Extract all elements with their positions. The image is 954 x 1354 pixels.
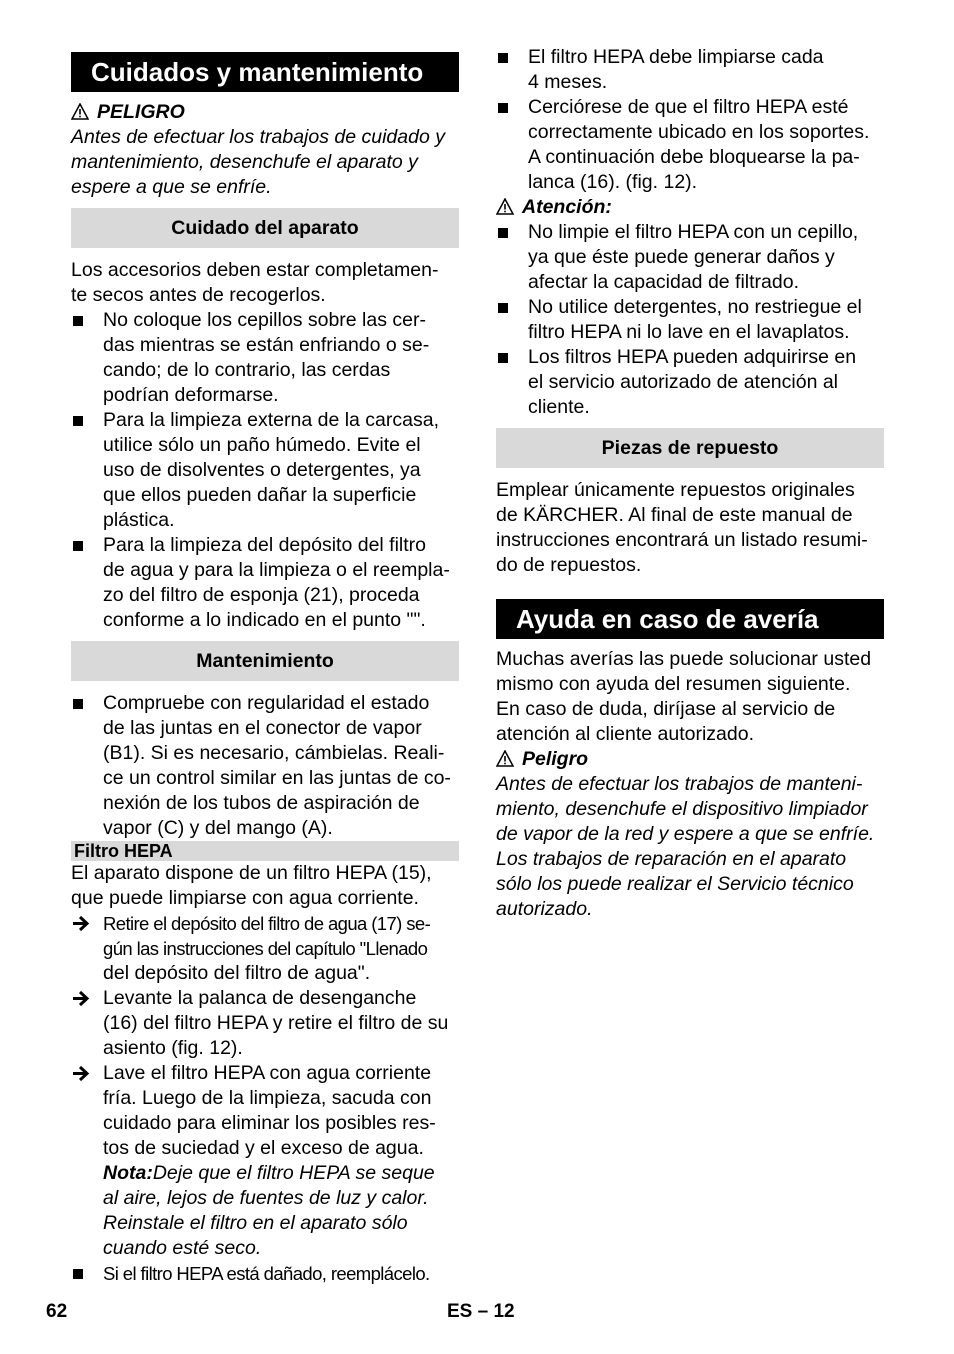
arrow-right-icon bbox=[71, 986, 93, 1011]
list-item: Cerciórese de que el filtro HEPA esté correctamente ubicado en los soportes. A continuación debe bloquearse la pa- lanca (16). (fig. 12). bbox=[496, 95, 884, 195]
square-bullet-icon bbox=[498, 228, 508, 238]
danger-label: Peligro bbox=[522, 748, 589, 770]
step-item: Lave el filtro HEPA con agua corriente fría. Luego de la limpieza, sacuda con cuidado para eliminar los posibles res- tos de suciedad y el exceso de agua. Nota:Deje que el filtro HEPA se seque al aire, lejos de fuentes de luz y calor. Reinstale el filtro en el aparato sólo cuando esté seco. bbox=[71, 1061, 459, 1261]
warning-triangle-icon bbox=[496, 750, 514, 767]
care-intro: Los accesorios deben estar completamen- te secos antes de recogerlos. bbox=[71, 259, 439, 306]
list-item: No coloque los cepillos sobre las cer- das mientras se están enfriando o se- cando; de lo contrario, las cerdas podrían deformarse. bbox=[71, 308, 459, 408]
attention-label: Atención: bbox=[522, 196, 612, 218]
danger-warning bbox=[71, 100, 459, 125]
list-item: No limpie el filtro HEPA con un cepillo, ya que éste puede generar daños y afectar la capacidad de filtrado. bbox=[496, 220, 884, 295]
step-item: Levante la palanca de desenganche (16) del filtro HEPA y retire el filtro de su asiento (fig. 12). bbox=[71, 986, 459, 1061]
subheading-maintenance: Mantenimiento bbox=[71, 641, 459, 681]
attention-warning bbox=[496, 195, 884, 220]
danger-text: Antes de efectuar los trabajos de manteni- miento, desenchufe el dispositivo limpiador de vapor de la red y espere a que se enfríe. Los trabajos de reparación en el aparato sólo los puede realizar el Servicio técnico autorizado. bbox=[496, 773, 875, 920]
list-item: Para la limpieza externa de la carcasa, utilice sólo un paño húmedo. Evite el uso de disolventes o detergentes, ya que ellos pueden dañar la superficie plástica. bbox=[71, 408, 459, 533]
danger-text: Antes de efectuar los trabajos de cuidado y mantenimiento, desenchufe el aparato y espere a que se enfríe. bbox=[71, 126, 445, 198]
step-item: Retire el depósito del filtro de agua (17) se- gún las instrucciones del capítulo "Llenado del depósito del filtro de agua". bbox=[71, 911, 459, 986]
note: Nota:Deje que el filtro HEPA se seque bbox=[103, 1162, 435, 1184]
square-bullet-icon bbox=[498, 353, 508, 363]
list-item: Para la limpieza del depósito del filtro de agua y para la limpieza o el reempla- zo del filtro de esponja (21), proceda conforme a lo indicado en el punto "". bbox=[71, 533, 459, 633]
warning-triangle-icon bbox=[496, 198, 514, 215]
right-column bbox=[496, 45, 884, 922]
square-bullet-icon bbox=[73, 1269, 83, 1279]
warning-triangle-icon bbox=[71, 103, 89, 120]
list-item: No utilice detergentes, no restriegue el filtro HEPA ni lo lave en el lavaplatos. bbox=[496, 295, 884, 345]
note-label: Nota: bbox=[103, 1162, 153, 1184]
square-bullet-icon bbox=[73, 541, 83, 551]
section-title-care-maintenance: Cuidados y mantenimiento bbox=[71, 52, 459, 92]
list-item: El filtro HEPA debe limpiarse cada 4 meses. bbox=[496, 45, 884, 95]
arrow-right-icon bbox=[71, 911, 93, 936]
page-number: 62 bbox=[46, 1301, 68, 1322]
subheading-spare-parts: Piezas de repuesto bbox=[496, 428, 884, 468]
danger-warning bbox=[496, 747, 884, 772]
square-bullet-icon bbox=[73, 416, 83, 426]
section-title-troubleshooting: Ayuda en caso de avería bbox=[496, 599, 884, 639]
square-bullet-icon bbox=[73, 699, 83, 709]
square-bullet-icon bbox=[498, 103, 508, 113]
list-item: Compruebe con regularidad el estado de las juntas en el conector de vapor (B1). Si es necesario, cámbielas. Reali- ce un control similar en las juntas de co- nexión de los tubos de aspiración de vapor (C) y del mango (A). bbox=[71, 691, 459, 841]
parts-text: Emplear únicamente repuestos originales de KÄRCHER. Al final de este manual de instrucciones encontrará un listado resumi- do de repuestos. bbox=[496, 479, 868, 576]
square-bullet-icon bbox=[498, 303, 508, 313]
list-item: Los filtros HEPA pueden adquirirse en el servicio autorizado de atención al cliente. bbox=[496, 345, 884, 420]
subheading-hepa-filter: Filtro HEPA bbox=[71, 841, 459, 861]
danger-label: PELIGRO bbox=[97, 101, 185, 123]
list-item: Si el filtro HEPA está dañado, reemplácelo. bbox=[71, 1261, 459, 1286]
arrow-right-icon bbox=[71, 1061, 93, 1086]
left-column bbox=[71, 45, 459, 1286]
subheading-device-care: Cuidado del aparato bbox=[71, 208, 459, 248]
square-bullet-icon bbox=[498, 53, 508, 63]
square-bullet-icon bbox=[73, 316, 83, 326]
trouble-text: Muchas averías las puede solucionar usted mismo con ayuda del resumen siguiente. En caso de duda, diríjase al servicio de atención al cliente autorizado. bbox=[496, 648, 872, 745]
page-reference: ES – 12 bbox=[447, 1301, 515, 1322]
hepa-intro: El aparato dispone de un filtro HEPA (15), que puede limpiarse con agua corriente. bbox=[71, 862, 432, 909]
